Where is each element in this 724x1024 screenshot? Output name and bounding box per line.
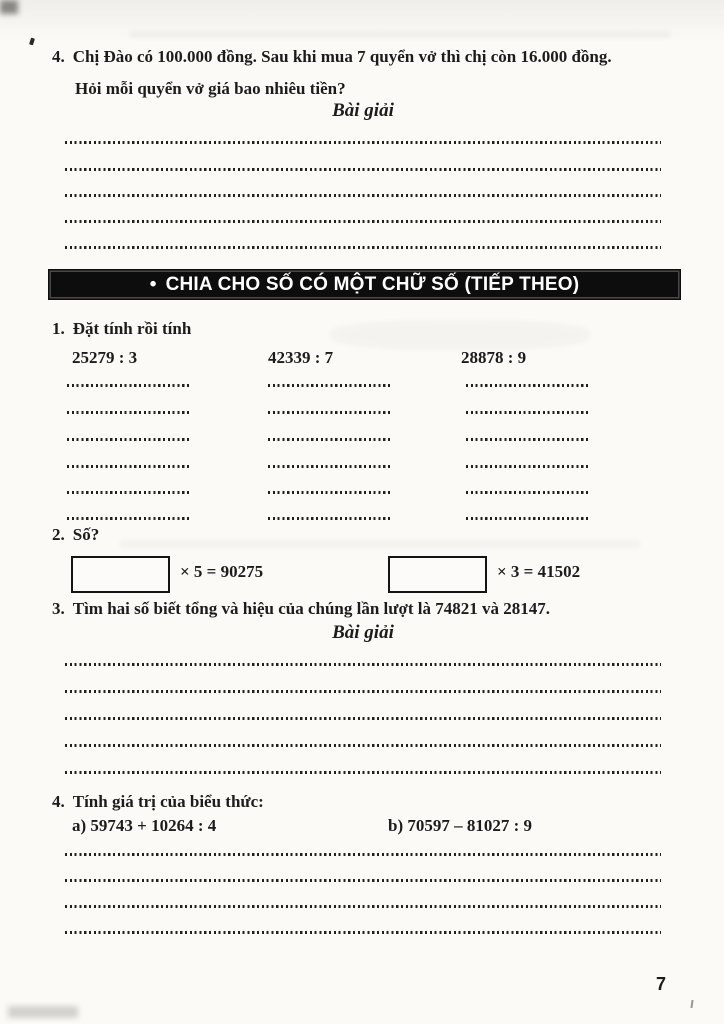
dotted-answer-line — [65, 220, 661, 223]
dotted-work-line — [466, 411, 588, 414]
intro-problem-text-line2: Hỏi mỗi quyển vở giá bao nhiêu tiền? — [75, 79, 346, 98]
problem3-statement — [52, 598, 550, 620]
dotted-work-line — [67, 517, 189, 520]
problem3-number: 3. — [52, 599, 65, 618]
dotted-work-line — [67, 465, 189, 468]
scan-smudge-top-left — [0, 0, 18, 14]
intro-problem-statement — [52, 46, 612, 68]
dotted-work-line — [268, 491, 390, 494]
dotted-answer-line — [65, 168, 661, 171]
problem1-number: 1. — [52, 319, 65, 338]
answer-box-2 — [388, 556, 487, 593]
solution-heading: Bài giải — [332, 622, 394, 643]
page-bleed-ghost — [130, 31, 670, 38]
intro-problem-number: 4. — [52, 47, 65, 66]
dotted-answer-line — [65, 690, 661, 693]
dotted-answer-line — [65, 879, 661, 882]
dotted-answer-line — [65, 771, 661, 774]
dotted-work-line — [466, 491, 588, 494]
answer-box-1 — [71, 556, 170, 593]
dotted-work-line — [466, 438, 588, 441]
scan-smudge-bottom-left — [8, 1006, 78, 1018]
dotted-work-line — [268, 465, 390, 468]
dotted-work-line — [67, 411, 189, 414]
solution-heading: Bài giải — [332, 100, 394, 121]
problem4-heading — [52, 791, 264, 813]
dotted-answer-line — [65, 931, 661, 934]
dotted-answer-line — [65, 663, 661, 666]
dotted-answer-line — [65, 141, 661, 144]
section-title: CHIA CHO SỐ CÓ MỘT CHỮ SỐ (TIẾP THEO) — [165, 274, 580, 295]
division-exercise-3: 28878 : 9 — [461, 348, 527, 367]
division-exercise-2: 42339 : 7 — [268, 348, 334, 367]
equation-1: × 5 = 90275 — [180, 562, 264, 581]
dotted-work-line — [268, 438, 390, 441]
dotted-answer-line — [65, 246, 661, 249]
dotted-work-line — [67, 438, 189, 441]
problem2-title: Số? — [72, 525, 100, 544]
problem4-number: 4. — [52, 792, 65, 811]
expression-a: a) 59743 + 10264 : 4 — [72, 816, 217, 835]
stray-ink-mark — [29, 38, 35, 46]
intro-problem-text-line1: Chị Đào có 100.000 đồng. Sau khi mua 7 quyển vở thì chị còn 16.000 đồng. — [72, 47, 612, 66]
equation-2: × 3 = 41502 — [497, 562, 581, 581]
dotted-work-line — [268, 517, 390, 520]
dotted-work-line — [466, 465, 588, 468]
dotted-work-line — [268, 411, 390, 414]
dotted-answer-line — [65, 744, 661, 747]
dotted-work-line — [466, 384, 588, 387]
section-banner — [48, 269, 681, 300]
problem3-text: Tìm hai số biết tổng và hiệu của chúng lần lượt là 74821 và 28147. — [72, 599, 551, 618]
page-number: 7 — [656, 974, 667, 994]
dotted-answer-line — [65, 853, 661, 856]
banner-bullet-icon: • — [149, 274, 157, 295]
dotted-work-line — [67, 491, 189, 494]
dotted-work-line — [67, 384, 189, 387]
page-bleed-ghost — [330, 320, 590, 350]
stray-ink-mark-bottom — [690, 1000, 693, 1008]
page-bleed-ghost — [120, 540, 640, 548]
dotted-answer-line — [65, 905, 661, 908]
problem2-number: 2. — [52, 525, 65, 544]
problem1-title: Đặt tính rồi tính — [72, 319, 192, 338]
expression-b: b) 70597 – 81027 : 9 — [388, 816, 533, 835]
dotted-work-line — [268, 384, 390, 387]
dotted-answer-line — [65, 194, 661, 197]
problem2-heading — [52, 524, 99, 546]
problem1-heading — [52, 318, 191, 340]
division-exercise-1: 25279 : 3 — [72, 348, 138, 367]
problem4-title: Tính giá trị của biểu thức: — [72, 792, 264, 811]
dotted-work-line — [466, 517, 588, 520]
dotted-answer-line — [65, 717, 661, 720]
